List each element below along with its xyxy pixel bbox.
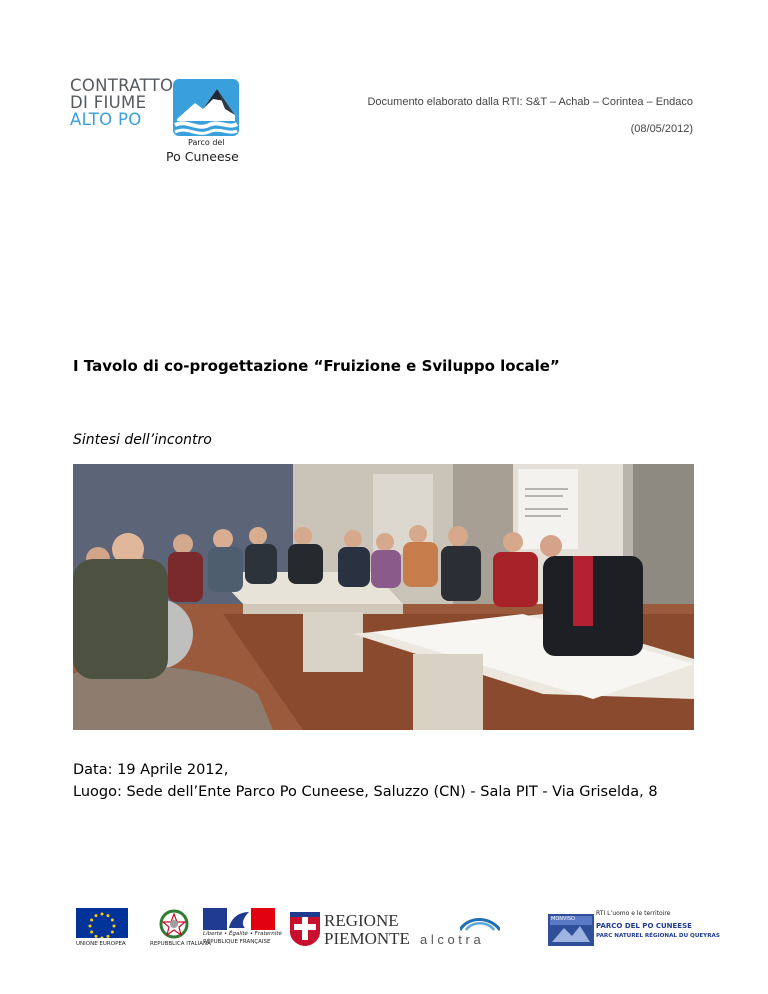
page-subtitle: Sintesi dell’incontro	[73, 432, 212, 448]
page-title: I Tavolo di co-progettazione “Fruizione e Sviluppo locale”	[73, 357, 560, 375]
meeting-location: Luogo: Sede dell’Ente Parco Po Cuneese, Saluzzo (CN) - Sala PIT - Via Griselda, 8	[73, 784, 658, 800]
contratto-fiume-logo	[70, 74, 250, 164]
document-author-note: Documento elaborato dalla RTI: S&T – Achab – Corintea – Endaco	[367, 96, 693, 108]
alcotra-logo	[420, 912, 540, 948]
piemonte-shield-icon	[290, 912, 320, 946]
monviso-tagline: RTI L’uomo e le territoire	[596, 910, 671, 917]
monviso-label-1: PARCO DEL PO CUNEESE	[596, 922, 692, 930]
eu-flag-icon	[76, 908, 128, 938]
alcotra-label: a l c o t r a	[420, 932, 481, 947]
regione-piemonte-logo	[290, 912, 408, 948]
france-motto: Liberté • Égalité • Fraternité	[203, 931, 282, 937]
italy-caption: REPUBBLICA ITALIANA	[150, 941, 211, 947]
logo-text-line2: DI FIUME	[70, 93, 147, 112]
france-logo	[203, 908, 282, 948]
meeting-photo	[73, 464, 694, 730]
piemonte-label-1: REGIONE	[324, 911, 399, 930]
france-caption: RÉPUBLIQUE FRANÇAISE	[203, 939, 271, 945]
meeting-date: Data: 19 Aprile 2012,	[73, 762, 229, 778]
piemonte-label-2: PIEMONTE	[324, 929, 410, 948]
meeting-photo-illustration	[73, 464, 694, 730]
italy-emblem-icon	[150, 908, 198, 940]
alcotra-mountain-icon	[460, 912, 500, 932]
marianne-icon	[203, 908, 275, 930]
italy-logo	[150, 908, 211, 948]
eu-caption: UNIONE EUROPEA	[76, 941, 126, 947]
monviso-queyras-logo	[548, 910, 720, 950]
logo-text-line1: CONTRATTO	[70, 76, 174, 95]
logo-subtitle-po-cuneese: Po Cuneese	[166, 149, 239, 164]
monviso-label-2: PARC NATUREL RÉGIONAL DU QUEYRAS	[596, 933, 720, 939]
eu-logo	[76, 908, 128, 948]
logo-subtitle-parco: Parco del	[188, 138, 225, 147]
logo-text-line3: ALTO PO	[70, 110, 142, 129]
document-date: (08/05/2012)	[630, 123, 693, 135]
mountain-river-icon	[173, 79, 239, 136]
monviso-badge: MONVISO	[551, 916, 575, 922]
